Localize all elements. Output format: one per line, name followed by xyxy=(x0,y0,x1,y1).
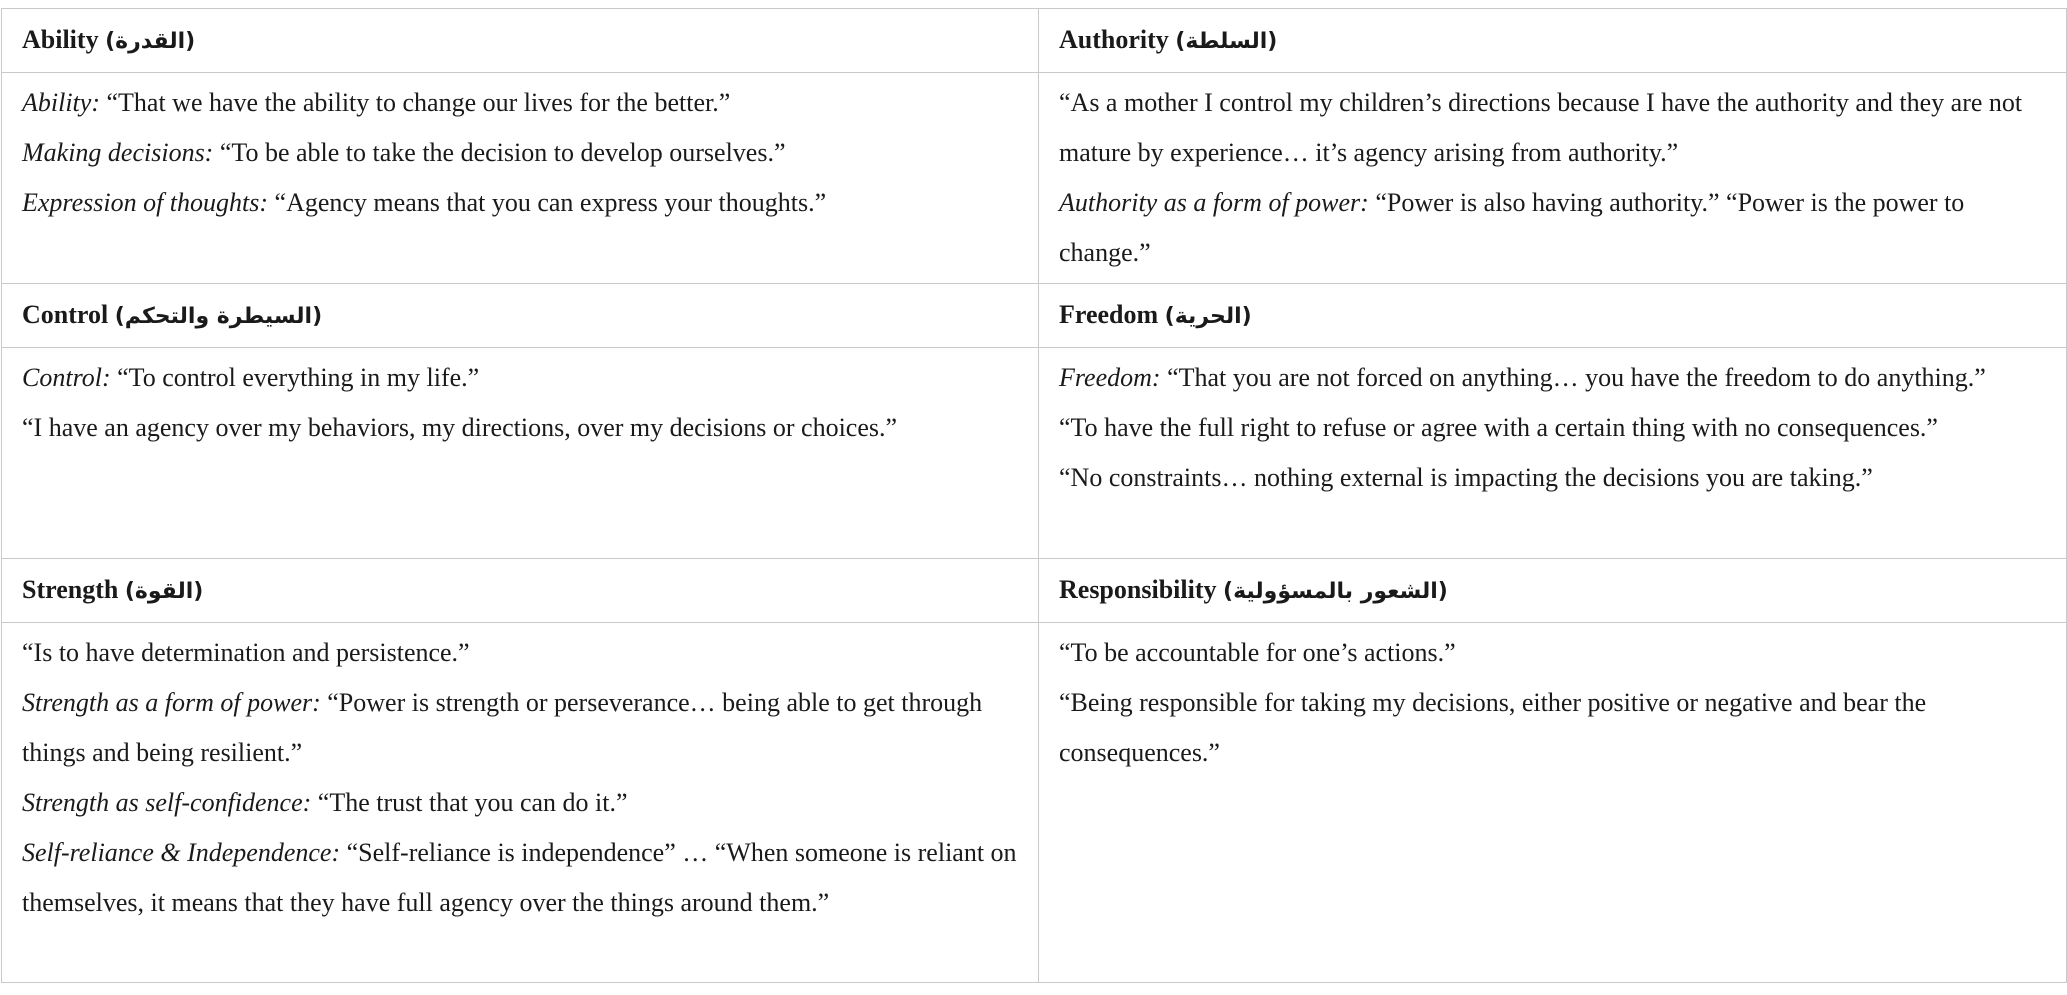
quote-line xyxy=(22,628,1018,678)
theme-quotes-cell xyxy=(2,73,1039,284)
quote-line xyxy=(1059,78,2046,178)
theme-title: Responsibility xyxy=(1059,575,1217,604)
quote-line xyxy=(1059,403,2046,453)
theme-quotes-cell xyxy=(2,348,1039,559)
quote-text: “No constraints… nothing external is impacting the decisions you are taking.” xyxy=(1059,463,1873,492)
quote-label: Authority as a form of power: xyxy=(1059,188,1369,217)
theme-header-row xyxy=(2,284,2067,348)
themes-table-body xyxy=(2,9,2067,983)
theme-quotes-cell xyxy=(1039,623,2067,983)
quote-text: “To control everything in my life.” xyxy=(110,363,480,392)
quote-text: “Is to have determination and persistence.” xyxy=(22,638,470,667)
theme-quotes-row xyxy=(2,623,2067,983)
quote-text: “As a mother I control my children’s directions because I have the authority and they are not mature by experience… it’s agency arising from authority.” xyxy=(1059,88,2023,167)
quote-line xyxy=(1059,453,2046,503)
quote-line xyxy=(22,678,1018,778)
quote-text: “To have the full right to refuse or agree with a certain thing with no consequences.” xyxy=(1059,413,1938,442)
theme-header-cell xyxy=(2,9,1039,73)
quote-line xyxy=(22,178,1018,228)
theme-title: Freedom xyxy=(1059,300,1159,329)
quote-text: “That we have the ability to change our lives for the better.” xyxy=(99,88,731,117)
theme-arabic-term: (السيطرة والتحكم) xyxy=(114,304,323,329)
quote-label: Expression of thoughts: xyxy=(22,188,269,217)
quote-text: “Being responsible for taking my decisions, either positive or negative and bear the consequences.” xyxy=(1059,688,1927,767)
quote-text: “Power is also having authority.” “Power is the power to change.” xyxy=(1059,188,1965,267)
theme-arabic-term: (الشعور بالمسؤولية) xyxy=(1223,579,1448,604)
quote-text: “That you are not forced on anything… you have the freedom to do anything.” xyxy=(1160,363,1986,392)
themes-table xyxy=(1,8,2067,983)
quote-text: “To be able to take the decision to develop ourselves.” xyxy=(213,138,786,167)
theme-quotes-row xyxy=(2,73,2067,284)
theme-arabic-term: (السلطة) xyxy=(1175,29,1278,54)
theme-header-row xyxy=(2,559,2067,623)
quote-text: “Agency means that you can express your thoughts.” xyxy=(268,188,827,217)
theme-quotes-cell xyxy=(1039,73,2067,284)
quote-line xyxy=(1059,678,2046,778)
theme-header-row xyxy=(2,9,2067,73)
theme-quotes-cell xyxy=(2,623,1039,983)
theme-header-cell xyxy=(2,559,1039,623)
theme-quotes-cell xyxy=(1039,348,2067,559)
quote-label: Strength as a form of power: xyxy=(22,688,321,717)
quote-line xyxy=(22,828,1018,928)
theme-title: Control xyxy=(22,300,109,329)
quote-line xyxy=(22,128,1018,178)
theme-title: Strength xyxy=(22,575,119,604)
quote-label: Control: xyxy=(22,363,111,392)
theme-arabic-term: (الحرية) xyxy=(1164,304,1252,329)
theme-title: Authority xyxy=(1059,25,1169,54)
quote-line xyxy=(22,778,1018,828)
quote-text: “I have an agency over my behaviors, my directions, over my decisions or choices.” xyxy=(22,413,898,442)
quote-label: Ability: xyxy=(22,88,100,117)
quote-text: “To be accountable for one’s actions.” xyxy=(1059,638,1456,667)
quote-text: “Self-reliance is independence” … “When someone is reliant on themselves, it means that they have full agency over the things around them.” xyxy=(22,838,1017,917)
quote-label: Freedom: xyxy=(1059,363,1161,392)
quote-label: Strength as self-confidence: xyxy=(22,788,312,817)
quote-line xyxy=(22,353,1018,403)
theme-header-cell xyxy=(2,284,1039,348)
quote-text: “Power is strength or perseverance… being able to get through things and being resilient.” xyxy=(22,688,983,767)
quote-line xyxy=(1059,628,2046,678)
theme-arabic-term: (القوة) xyxy=(124,579,204,604)
quote-text: “The trust that you can do it.” xyxy=(311,788,628,817)
quote-label: Making decisions: xyxy=(22,138,214,167)
quote-line xyxy=(1059,178,2046,278)
theme-arabic-term: (القدرة) xyxy=(105,29,196,54)
quote-label: Self-reliance & Independence: xyxy=(22,838,341,867)
theme-header-cell xyxy=(1039,284,2067,348)
quote-line xyxy=(1059,353,2046,403)
theme-quotes-row xyxy=(2,348,2067,559)
quote-line xyxy=(22,78,1018,128)
quote-line xyxy=(22,403,1018,453)
theme-header-cell xyxy=(1039,9,2067,73)
theme-header-cell xyxy=(1039,559,2067,623)
theme-title: Ability xyxy=(22,25,99,54)
